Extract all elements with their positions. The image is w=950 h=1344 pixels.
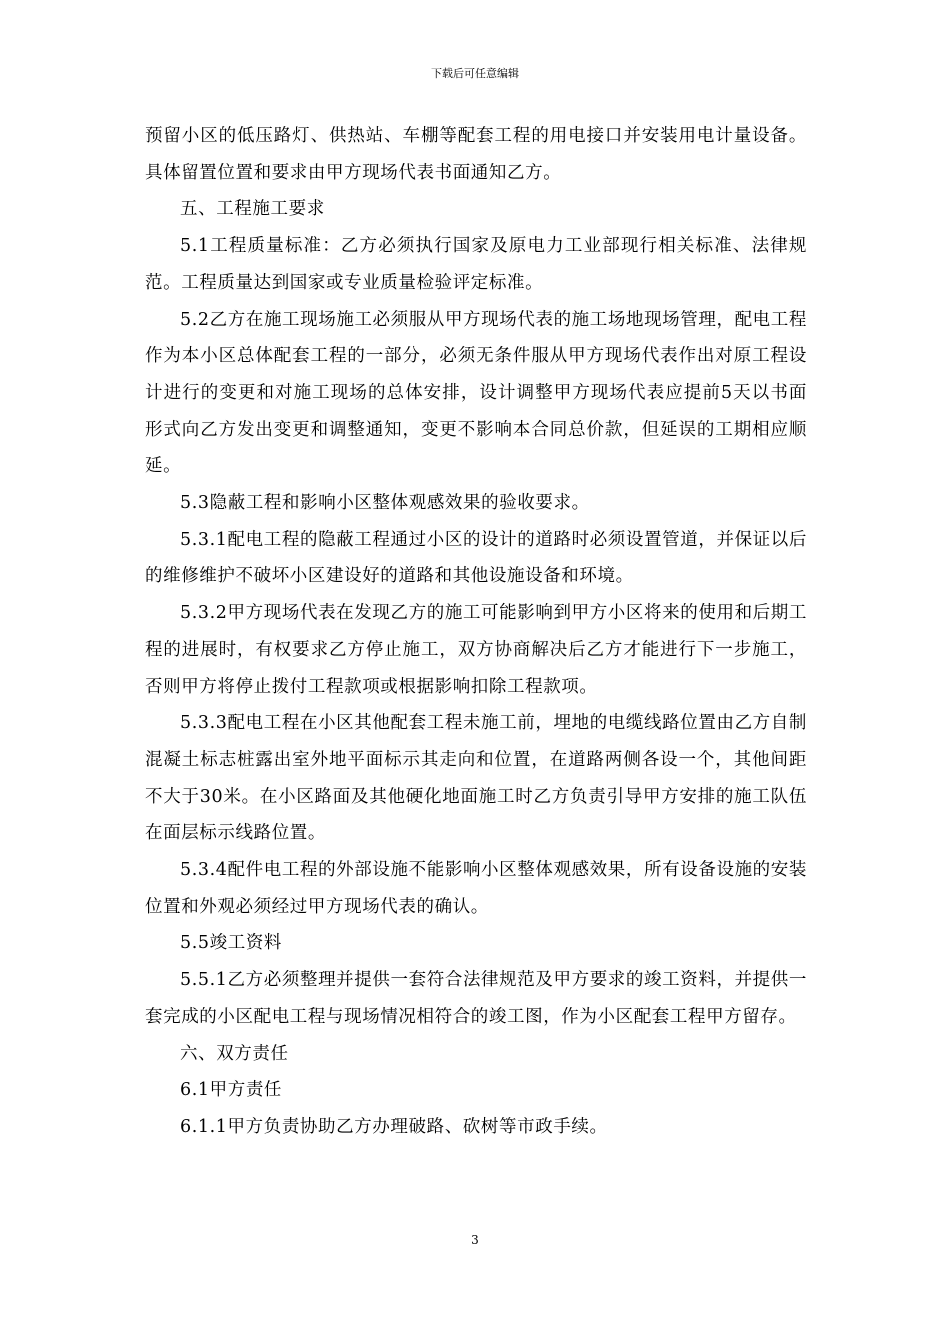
subsection-heading: 6.1甲方责任 xyxy=(180,1080,283,1101)
document-body xyxy=(145,118,807,1146)
paragraph: 5.5.1乙方必须整理并提供一套符合法律规范及甲方要求的竣工资料，并提供一套完成的小区配电工程与现场情况相符合的竣工图，作为小区配套工程甲方留存。 xyxy=(145,970,807,1027)
section-heading: 六、双方责任 xyxy=(180,1043,289,1064)
paragraph: 5.3.2甲方现场代表在发现乙方的施工可能影响到甲方小区将来的使用和后期工程的进展时，有权要求乙方停止施工，双方协商解决后乙方才能进行下一步施工，否则甲方将停止拨付工程款项或根据影响扣除工程款项。 xyxy=(145,603,807,697)
paragraph: 5.2乙方在施工现场施工必须服从甲方现场代表的施工场地现场管理，配电工程作为本小区总体配套工程的一部分，必须无条件服从甲方现场代表作出对原工程设计进行的变更和对施工现场的总体安排，设计调整甲方现场代表应提前5天以书面形式向乙方发出变更和调整通知，变更不影响本合同总价款，但延误的工期相应顺延。 xyxy=(145,309,807,477)
paragraph: 5.3.1配电工程的隐蔽工程通过小区的设计的道路时必须设置管道，并保证以后的维修维护不破坏小区建设好的道路和其他设施设备和环境。 xyxy=(145,529,807,587)
page-number: 3 xyxy=(471,1233,479,1247)
paragraph: 6.1.1甲方负责协助乙方办理破路、砍树等市政手续。 xyxy=(180,1116,608,1137)
paragraph: 5.3隐蔽工程和影响小区整体观感效果的验收要求。 xyxy=(180,493,590,514)
paragraph: 5.1工程质量标准：乙方必须执行国家及原电力工业部现行相关标准、法律规范。工程质量达到国家或专业质量检验评定标准。 xyxy=(145,236,807,293)
section-heading: 五、工程施工要求 xyxy=(180,199,325,220)
page-header: 下载后可任意编辑 xyxy=(431,67,519,80)
paragraph: 5.3.3配电工程在小区其他配套工程未施工前，埋地的电缆线路位置由乙方自制混凝土标志桩露出室外地平面标示其走向和位置，在道路两侧各设一个，其他间距不大于30米。在小区路面及其他硬化地面施工时乙方负责引导甲方安排的施工队伍在面层标示线路位置。 xyxy=(145,713,807,844)
paragraph: 5.3.4配件电工程的外部设施不能影响小区整体观感效果，所有设备设施的安装位置和外观必须经过甲方现场代表的确认。 xyxy=(145,860,807,917)
paragraph: 预留小区的低压路灯、供热站、车棚等配套工程的用电接口并安装用电计量设备。具体留置位置和要求由甲方现场代表书面通知乙方。 xyxy=(145,126,807,183)
subsection-heading: 5.5竣工资料 xyxy=(180,933,283,954)
